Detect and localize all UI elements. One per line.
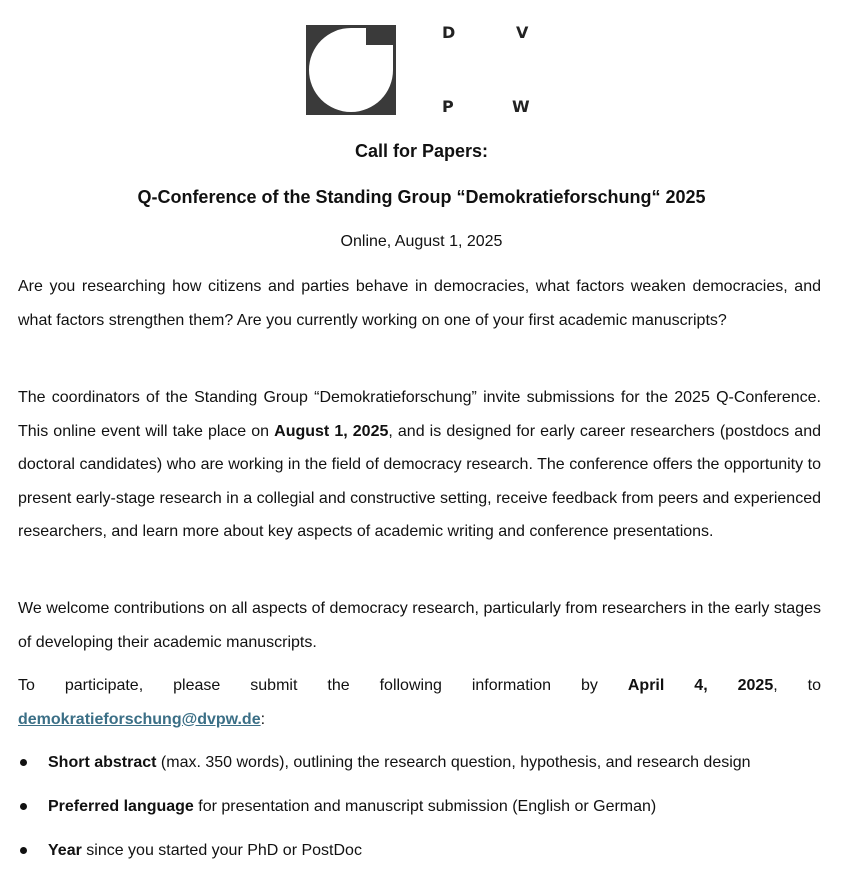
participate-line bbox=[18, 669, 821, 703]
requirement-label: Year bbox=[48, 842, 82, 859]
list-item bbox=[18, 790, 828, 834]
invite-paragraph bbox=[18, 381, 821, 549]
conference-title: Q-Conference of the Standing Group “Demokratieforschung“ 2025 bbox=[137, 187, 706, 207]
logo-letter-d: D bbox=[442, 23, 456, 42]
welcome-paragraph: We welcome contributions on all aspects of democracy research, particularly from researchers in the early stages of developing their academic manuscripts. bbox=[18, 600, 821, 651]
requirement-label: Preferred language bbox=[48, 798, 194, 815]
call-title: Call for Papers: bbox=[354, 141, 489, 161]
participate-text-1: To participate, please submit the following information by bbox=[18, 677, 628, 694]
list-item bbox=[18, 746, 828, 790]
requirement-text: (max. 350 words), outlining the research question, hypothesis, and research design bbox=[156, 754, 751, 771]
event-date: August 1, 2025 bbox=[274, 422, 389, 440]
requirements-list bbox=[18, 746, 828, 878]
invite-text-2: , and is designed for early career researchers (postdocs and doctoral candidates) who are working in the field of democracy research. The conference offers the opportunity to present early-stage research in a collegial and constructive setting, receive feedback from peers and experienced researchers, and learn more about key aspects of academic writing and conference presentations. bbox=[18, 422, 822, 541]
logo-mark-icon bbox=[306, 25, 396, 115]
list-item bbox=[18, 834, 828, 878]
bullet-icon bbox=[20, 847, 27, 854]
participate-colon: : bbox=[260, 710, 266, 728]
participate-paragraph bbox=[18, 669, 821, 736]
bullet-icon bbox=[20, 803, 27, 810]
participate-text-2: , to bbox=[773, 677, 822, 694]
logo-letter-w: W bbox=[512, 97, 530, 116]
requirement-text: for presentation and manuscript submission (English or German) bbox=[193, 798, 657, 815]
logo-letter-p: P bbox=[442, 97, 454, 116]
requirement-text: since you started your PhD or PostDoc bbox=[81, 842, 362, 859]
logo-letter-v: V bbox=[516, 23, 529, 42]
intro-paragraph: Are you researching how citizens and parties behave in democracies, what factors weaken democracies, and what factors strengthen them? Are you currently working on one of your first academic manuscripts? bbox=[18, 278, 821, 329]
invite-text-1: The coordinators of the Standing Group “Demokratieforschung” invite submissions for the 2025 Q-Conference. This online event will take place on bbox=[18, 389, 821, 440]
requirement-label: Short abstract bbox=[48, 754, 157, 771]
dvpw-logo bbox=[306, 25, 538, 115]
bullet-icon bbox=[20, 759, 27, 766]
email-link[interactable]: demokratieforschung@dvpw.de bbox=[18, 710, 261, 728]
deadline-date: April 4, 2025 bbox=[627, 677, 774, 694]
date-location: Online, August 1, 2025 bbox=[340, 233, 503, 250]
